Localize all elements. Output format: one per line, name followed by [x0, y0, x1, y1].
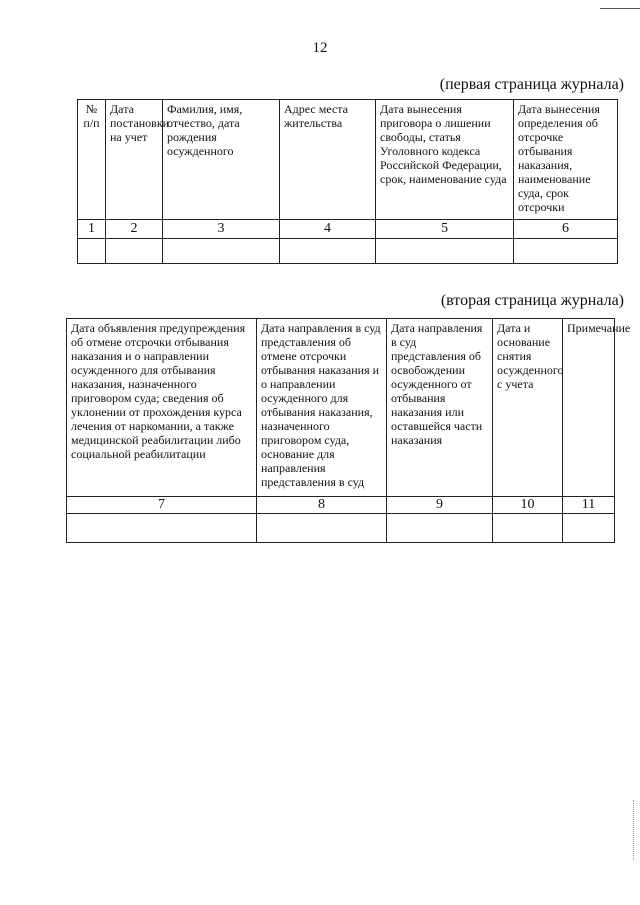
empty-cell: [563, 514, 615, 543]
header-cell-number: № п/п: [78, 100, 106, 220]
column-number: 7: [67, 497, 257, 514]
second-page-caption: (вторая страница журнала): [440, 292, 624, 309]
column-number: 10: [493, 497, 563, 514]
header-cell-warning-date: Дата объявления предупреждения об отмене отсрочки отбывания наказания и о направлении осужденного для отбывания наказания, назначенного приговором суда; сведения об уклонении от прохождения курса лечения от наркомании, а также медицинской реабилитации либо социальной реабилитации: [67, 319, 257, 497]
empty-cell: [257, 514, 387, 543]
header-cell-court-submission-date: Дата направления в суд представления об отмене отсрочки отбывания наказания и о направлении осужденного для отбывания наказания, назначенного приговором суда, основание для направления представления в суд: [257, 319, 387, 497]
header-cell-release-submission-date: Дата направления в суд представления об освобождении осужденного от отбывания наказания или оставшейся части наказания: [387, 319, 493, 497]
column-number: 2: [106, 220, 163, 239]
column-number: 9: [387, 497, 493, 514]
empty-cell: [376, 239, 514, 264]
empty-cell: [106, 239, 163, 264]
column-number: 11: [563, 497, 615, 514]
header-cell-sentence-date: Дата вынесения приговора о лишении свободы, статья Уголовного кодекса Российской Федерации, срок, наименование суда: [376, 100, 514, 220]
empty-entry-row: [67, 514, 615, 543]
column-number-row: [67, 497, 615, 514]
page-number: 12: [312, 40, 328, 56]
empty-cell: [514, 239, 618, 264]
journal-table-second-page: [66, 318, 631, 543]
column-number-row: [78, 220, 618, 239]
column-number: 6: [514, 220, 618, 239]
empty-cell: [493, 514, 563, 543]
journal-table-first-page: [77, 99, 618, 264]
empty-entry-row: [78, 239, 618, 264]
scan-edge-line: [600, 8, 640, 9]
empty-cell: [78, 239, 106, 264]
empty-cell: [67, 514, 257, 543]
column-number: 5: [376, 220, 514, 239]
empty-cell: [387, 514, 493, 543]
header-cell-deregistration-date: Дата и основание снятия осужденного с учета: [493, 319, 563, 497]
header-row: [78, 100, 618, 220]
scan-edge-dots: [633, 800, 634, 860]
column-number: 3: [163, 220, 280, 239]
column-number: 1: [78, 220, 106, 239]
header-cell-registration-date: Дата постановки на учет: [106, 100, 163, 220]
header-cell-note: Примечание: [563, 319, 615, 497]
empty-cell: [163, 239, 280, 264]
column-number: 8: [257, 497, 387, 514]
column-number: 4: [280, 220, 376, 239]
header-cell-deferral-date: Дата вынесения определения об отсрочке отбывания наказания, наименование суда, срок отсрочки: [514, 100, 618, 220]
header-row: [67, 319, 615, 497]
empty-cell: [280, 239, 376, 264]
header-cell-address: Адрес места жительства: [280, 100, 376, 220]
header-cell-full-name: Фамилия, имя, отчество, дата рождения осужденного: [163, 100, 280, 220]
first-page-caption: (первая страница журнала): [439, 76, 624, 93]
